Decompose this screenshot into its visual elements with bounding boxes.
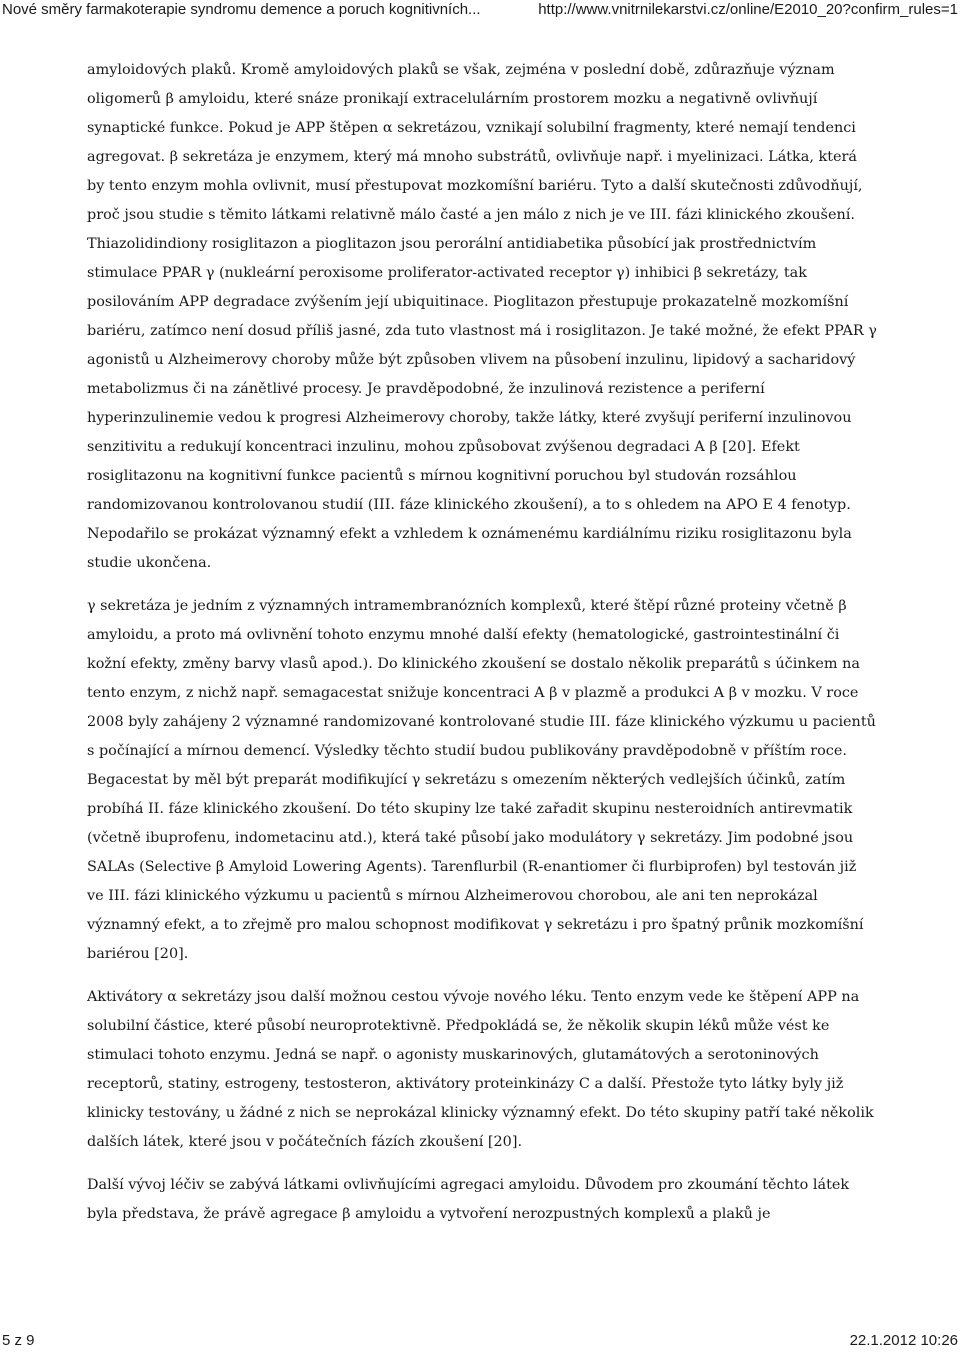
paragraph: amyloidových plaků. Kromě amyloidových plaků se však, zejména v poslední době, zdůrazňuje význam oligomerů β amyloidu, které snáze pronikají extracelulárním prostorem mozku a negativně ovlivňují synaptické funkce. Pokud je APP štěpen α sekretázou, vznikají solubilní fragmenty, které nemají tendenci agregovat. β sekretáza je enzymem, který má mnoho substrátů, ovlivňuje např. i myelinizaci. Látka, která by tento enzym mohla ovlivnit, musí přestupovat mozkomíšní bariéru. Tyto a další skutečnosti zdůvodňují, proč jsou studie s těmito látkami relativně málo časté a jen málo z nich je ve III. fázi klinického zkoušení. Thiazolidindiony rosiglitazon a pioglitazon jsou perorální antidiabetika působící jak prostřednictvím stimulace PPAR γ (nukleární peroxisome proliferator-activated receptor γ) inhibici β sekretázy, tak posilováním APP degradace zvýšením její ubiquitinace. Pioglitazon přestupuje prokazatelně mozkomíšní bariéru, zatímco není dosud příliš jasné, zda tuto vlastnost má i rosiglitazon. Je také možné, že efekt PPAR γ agonistů u Alzheimerovy choroby může být způsoben vlivem na působení inzulinu, lipidový a sacharidový metabolizmus či na zánětlivé procesy. Je pravděpodobné, že inzulinová rezistence a periferní hyperinzulinemie vedou k progresi Alzheimerovy choroby, takže látky, které zvyšují periferní inzulinovou senzitivitu a redukují koncentraci inzulinu, mohou způsobovat zvýšenou degradaci A β [20]. Efekt rosiglitazonu na kognitivní funkce pacientů s mírnou kognitivní poruchou byl studován rozsáhlou randomizovanou kontrolovanou studií (III. fáze klinického zkoušení), a to s ohledem na APO E 4 fenotyp. Nepodařilo se prokázat významný efekt a vzhledem k oznámenému kardiálnímu riziku rosiglitazonu byla studie ukončena.	[87, 62, 877, 571]
paragraph: Aktivátory α sekretázy jsou další možnou cestou vývoje nového léku. Tento enzym vede ke štěpení APP na solubilní částice, které působí neuroprotektivně. Předpokládá se, že několik skupin léků může vést ke stimulaci tohoto enzymu. Jedná se např. o agonisty muskarinových, glutamátových a serotoninových receptorů, statiny, estrogeny, testosteron, aktivátory proteinkinázy C a další. Přestože tyto látky byly již klinicky testovány, u žádné z nich se neprokázal klinicky významný efekt. Do této skupiny patří také několik dalších látek, které jsou v počátečních fázích zkoušení [20].	[87, 989, 874, 1150]
article-body	[87, 56, 877, 1243]
print-header	[0, 0, 960, 22]
print-datetime: 22.1.2012 10:26	[849, 1332, 958, 1349]
page-title: Nové směry farmakoterapie syndromu demence a poruch kognitivních...	[2, 1, 481, 18]
page-number: 5 z 9	[2, 1332, 35, 1349]
paragraph: Další vývoj léčiv se zabývá látkami ovlivňujícími agregaci amyloidu. Důvodem pro zkoumání těchto látek byla představa, že právě agregace β amyloidu a vytvoření nerozpustných komplexů a plaků je	[87, 1177, 850, 1222]
print-footer	[0, 1332, 960, 1354]
page-url: http://www.vnitrnilekarstvi.cz/online/E2010_20?confirm_rules=1	[538, 1, 958, 18]
paragraph: γ sekretáza je jedním z významných intramembranózních komplexů, které štěpí různé proteiny včetně β amyloidu, a proto má ovlivnění tohoto enzymu mnohé další efekty (hematologické, gastrointestinální či kožní efekty, změny barvy vlasů apod.). Do klinického zkoušení se dostalo několik preparátů s účinkem na tento enzym, z nichž např. semagacestat snižuje koncentraci A β v plazmě a produkci A β v mozku. V roce 2008 byly zahájeny 2 významné randomizované kontrolované studie III. fáze klinického výzkumu u pacientů s počínající a mírnou demencí. Výsledky těchto studií budou publikovány pravděpodobně v příštím roce. Begacestat by měl být preparát modifikující γ sekretázu s omezením některých vedlejších účinků, zatím probíhá II. fáze klinického zkoušení. Do této skupiny lze také zařadit skupinu nesteroidních antirevmatik (včetně ibuprofenu, indometacinu atd.), která také působí jako modulátory γ sekretázy. Jim podobné jsou SALAs (Selective β Amyloid Lowering Agents). Tarenflurbil (R-enantiomer či flurbiprofen) byl testován již ve III. fázi klinického výzkumu u pacientů s mírnou Alzheimerovou chorobou, ale ani ten neprokázal významný efekt, a to zřejmě pro malou schopnost modifikovat γ sekretázu i pro špatný průnik mozkomíšní bariérou [20].	[87, 598, 876, 962]
